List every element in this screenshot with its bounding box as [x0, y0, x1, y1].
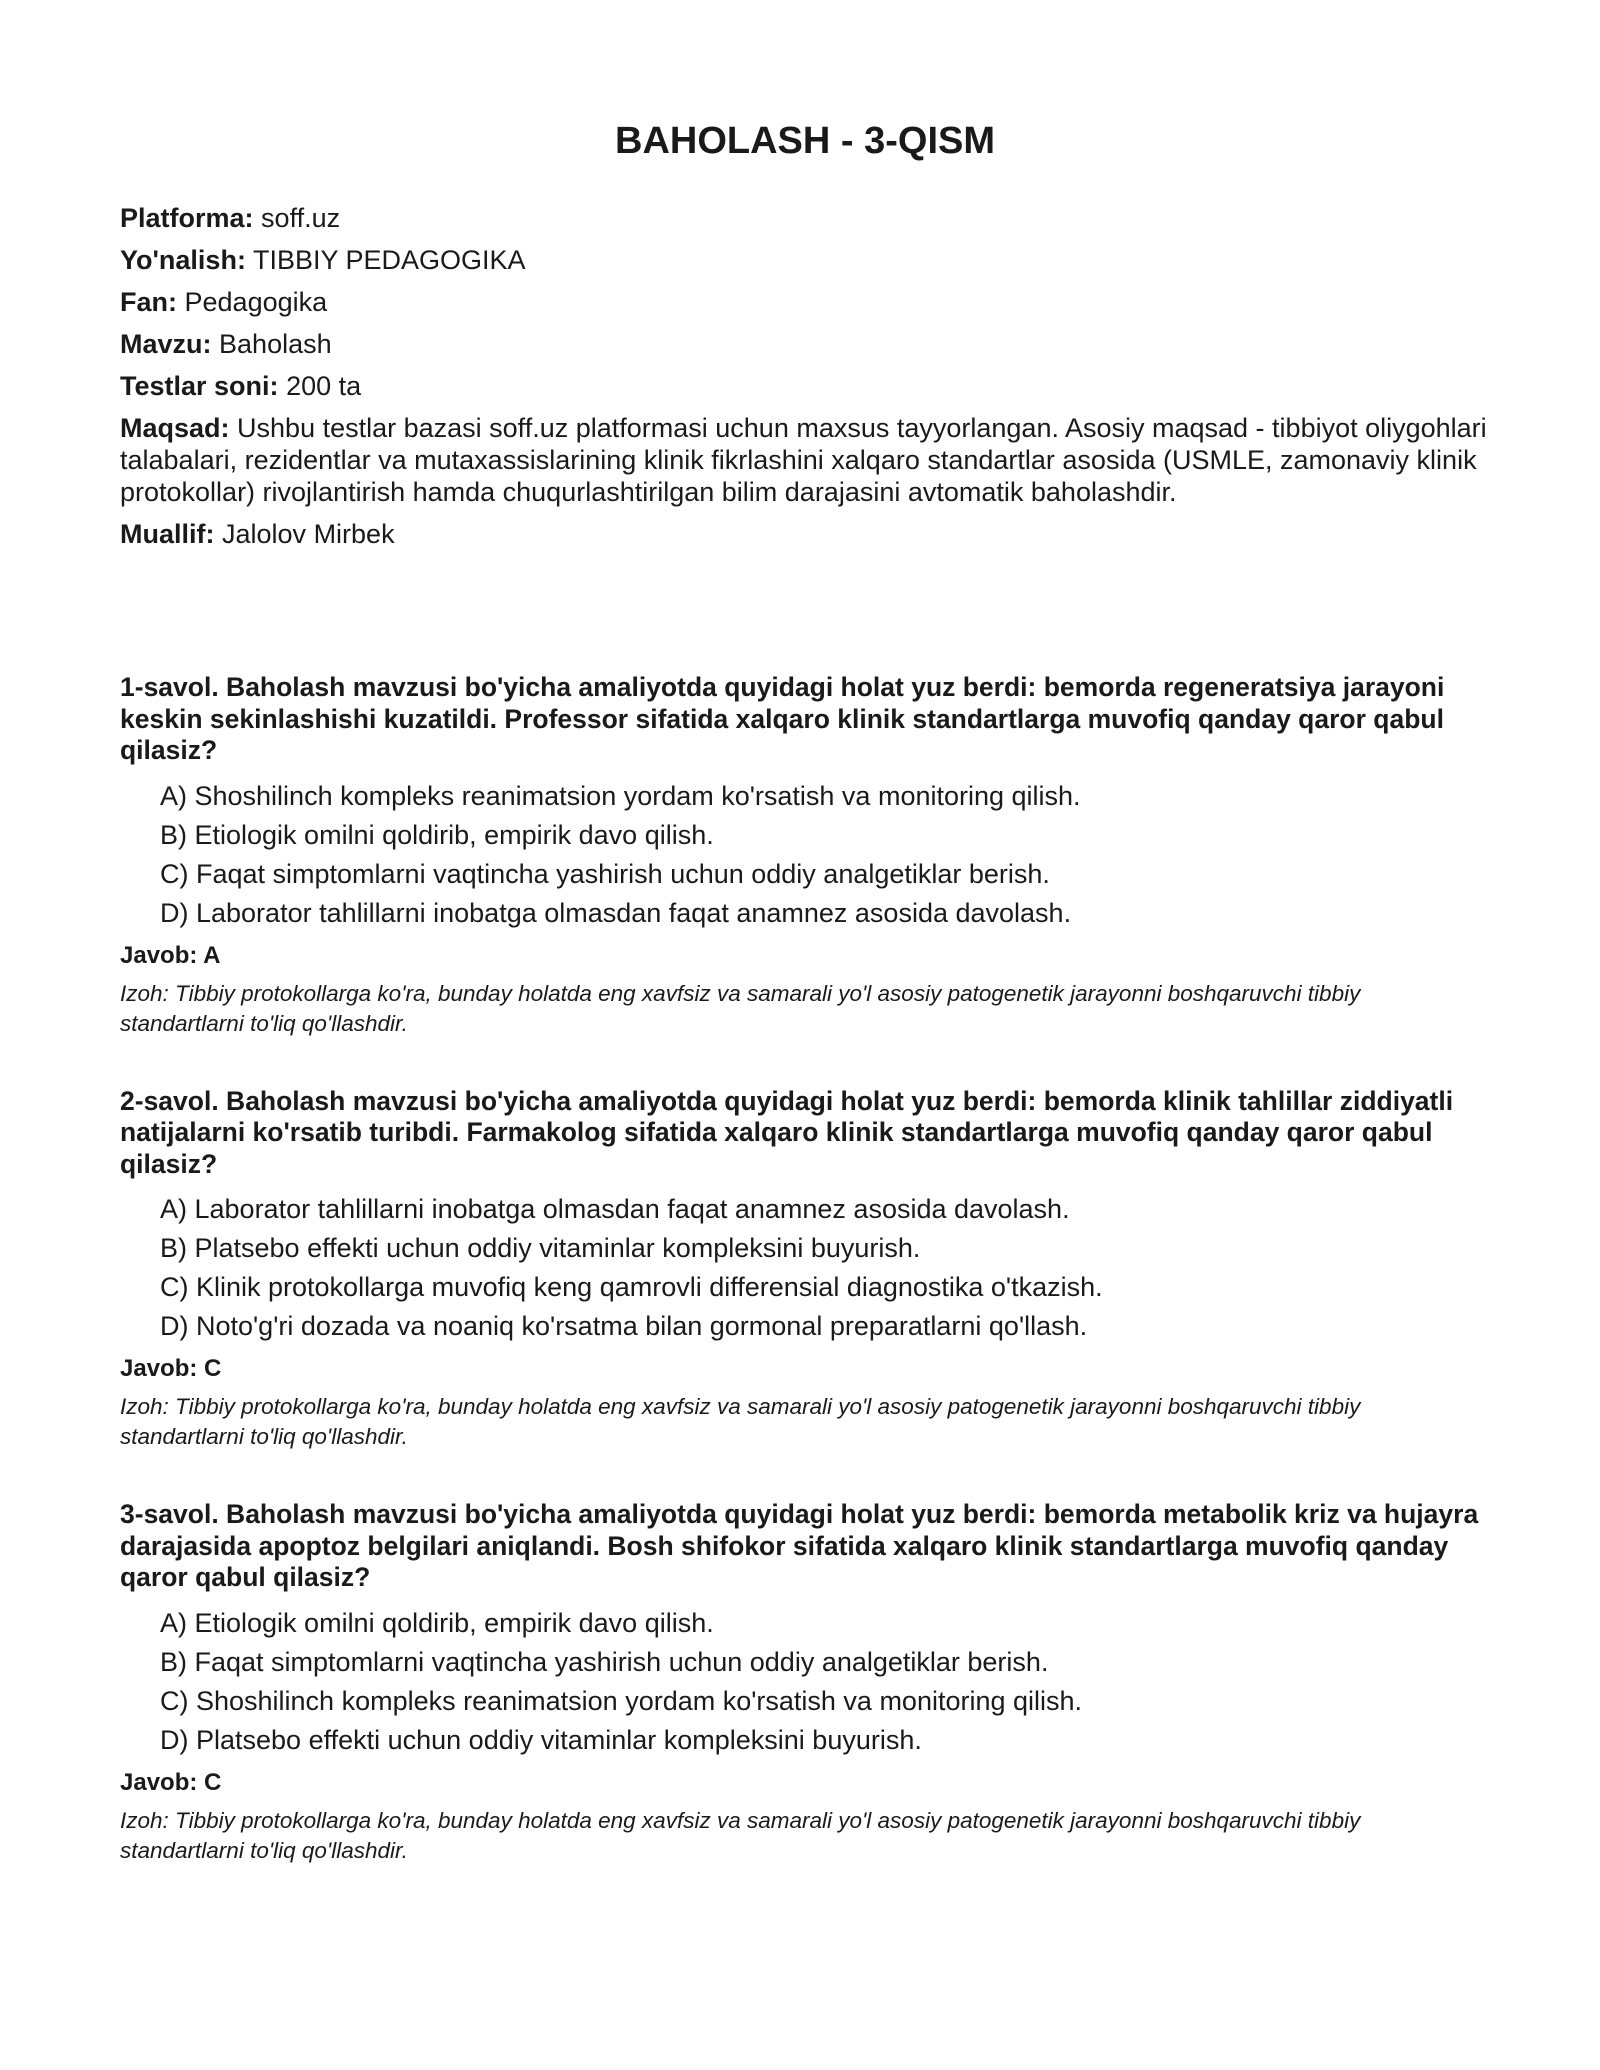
meta-direction — [120, 244, 1490, 276]
meta-direction-label: Yo'nalish: — [120, 245, 246, 275]
meta-direction-value: TIBBIY PEDAGOGIKA — [252, 245, 526, 275]
meta-subject-value: Pedagogika — [184, 287, 328, 317]
option-c: C) Shoshilinch kompleks reanimatsion yordam ko'rsatish va monitoring qilish. — [160, 1685, 1083, 1716]
answer-text: Javob: C — [120, 1355, 222, 1382]
explanation-note: Izoh: Tibbiy protokollarga ko'ra, bunday holatda eng xavfsiz va samarali yo'l asosiy patogenetik jarayonni boshqaruvchi tibbiy standartlarni to'liq qo'llashdir. — [120, 980, 1361, 1036]
meta-topic-value: Baholash — [219, 329, 332, 359]
meta-count-value: 200 ta — [286, 371, 362, 401]
meta-topic-label: Mavzu: — [120, 329, 212, 359]
explanation-note: Izoh: Tibbiy protokollarga ko'ra, bunday holatda eng xavfsiz va samarali yo'l asosiy patogenetik jarayonni boshqaruvchi tibbiy standartlarni to'liq qo'llashdir. — [120, 1807, 1361, 1863]
question-item — [120, 1499, 1490, 1866]
question-text: 2-savol. Baholash mavzusi bo'yicha amaliyotda quyidagi holat yuz berdi: bemorda klinik tahlillar ziddiyatli natijalarni ko'rsatib turibdi. Farmakolog sifatida xalqaro klinik standartlarga muvofiq qanday qaror qabul qilasiz? — [120, 1085, 1454, 1179]
meta-topic — [120, 328, 1490, 360]
meta-goal-value: Ushbu testlar bazasi soff.uz platformasi uchun maxsus tayyorlangan. Asosiy maqsad - tibbiyot oliygohlari talabalari, rezidentlar va mutaxassislarining klinik fikrlashini xalqaro standartlar asosida (USMLE, zamonaviy klinik protokollar) rivojlantirish hamda chuqurlashtirilgan bilim darajasini avtomatik baholashdir. — [120, 413, 1487, 507]
option-c: C) Faqat simptomlarni vaqtincha yashirish uchun oddiy analgetiklar berish. — [160, 858, 1050, 889]
question-item — [120, 1086, 1490, 1453]
document-title: BAHOLASH - 3-QISM — [615, 120, 995, 162]
option-b: B) Etiologik omilni qoldirib, empirik davo qilish. — [160, 819, 714, 850]
meta-platform-label: Platforma: — [120, 203, 254, 233]
meta-goal — [120, 412, 1490, 508]
meta-author-value: Jalolov Mirbek — [222, 519, 395, 549]
meta-platform — [120, 202, 1490, 234]
meta-author-label: Muallif: — [120, 519, 215, 549]
option-b: B) Platsebo effekti uchun oddiy vitaminlar kompleksini buyurish. — [160, 1233, 921, 1263]
answer-text: Javob: C — [120, 1768, 222, 1796]
option-list — [120, 781, 1490, 929]
option-c: C) Klinik protokollarga muvofiq keng qamrovli differensial diagnostika o'tkazish. — [160, 1272, 1103, 1302]
option-list — [120, 1194, 1490, 1342]
meta-subject — [120, 286, 1490, 318]
option-a: A) Shoshilinch kompleks reanimatsion yordam ko'rsatish va monitoring qilish. — [160, 780, 1081, 811]
meta-platform-value: soff.uz — [261, 203, 341, 233]
option-a: A) Etiologik omilni qoldirib, empirik davo qilish. — [160, 1607, 714, 1638]
meta-subject-label: Fan: — [120, 287, 177, 317]
answer-text: Javob: A — [120, 941, 221, 969]
question-text: 1-savol. Baholash mavzusi bo'yicha amaliyotda quyidagi holat yuz berdi: bemorda regeneratsiya jarayoni keskin sekinlashishi kuzatildi. Professor sifatida xalqaro klinik standartlarga muvofiq qanday qaror qabul qilasiz? — [120, 672, 1445, 765]
option-d: D) Laborator tahlillarni inobatga olmasdan faqat anamnez asosida davolash. — [160, 897, 1072, 928]
meta-count — [120, 370, 1490, 402]
meta-goal-label: Maqsad: — [120, 413, 230, 443]
option-b: B) Faqat simptomlarni vaqtincha yashirish uchun oddiy analgetiklar berish. — [160, 1646, 1049, 1677]
document-meta — [120, 202, 1490, 560]
option-list — [120, 1608, 1490, 1756]
explanation-note: Izoh: Tibbiy protokollarga ko'ra, bunday holatda eng xavfsiz va samarali yo'l asosiy patogenetik jarayonni boshqaruvchi tibbiy standartlarni to'liq qo'llashdir. — [120, 1394, 1361, 1449]
meta-count-label: Testlar soni: — [120, 371, 279, 401]
question-item — [120, 672, 1490, 1039]
option-d: D) Platsebo effekti uchun oddiy vitaminlar kompleksini buyurish. — [160, 1724, 922, 1755]
meta-author — [120, 518, 1490, 550]
option-a: A) Laborator tahlillarni inobatga olmasdan faqat anamnez asosida davolash. — [160, 1194, 1070, 1224]
question-list — [120, 672, 1490, 1913]
option-d: D) Noto'g'ri dozada va noaniq ko'rsatma bilan gormonal preparatlarni qo'llash. — [160, 1311, 1088, 1341]
question-text: 3-savol. Baholash mavzusi bo'yicha amaliyotda quyidagi holat yuz berdi: bemorda metabolik kriz va hujayra darajasida apoptoz belgilari aniqlandi. Bosh shifokor sifatida xalqaro klinik standartlarga muvofiq qanday qaror qabul qilasiz? — [120, 1499, 1479, 1592]
